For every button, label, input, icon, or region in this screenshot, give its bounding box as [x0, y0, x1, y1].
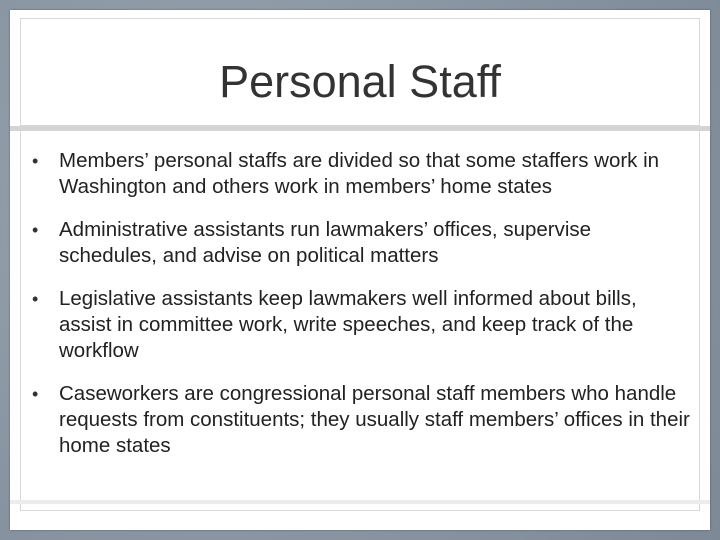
bullet-item	[30, 381, 690, 459]
bottom-divider	[10, 500, 710, 504]
bullet-dot-icon: •	[32, 384, 39, 404]
bullet-text: Administrative assistants run lawmakers’ offices, supervise schedules, and advise on political matters	[59, 218, 592, 267]
bullet-item	[30, 286, 690, 364]
bullet-text: Legislative assistants keep lawmakers well informed about bills, assist in committee work, write speeches, and keep track of the workflow	[59, 287, 637, 362]
bullet-text: Members’ personal staffs are divided so that some staffers work in Washington and others work in members’ home states	[59, 149, 660, 198]
bullet-text: Caseworkers are congressional personal staff members who handle requests from constituents; they usually staff members’ offices in their home states	[59, 382, 690, 457]
bullet-item	[30, 148, 690, 200]
slide-title: Personal Staff	[219, 56, 501, 107]
slide	[10, 10, 710, 530]
bullet-dot-icon: •	[32, 289, 39, 309]
bullet-dot-icon: •	[32, 220, 39, 240]
bullet-dot-icon: •	[32, 151, 39, 171]
title-placeholder	[20, 18, 700, 126]
bullet-item	[30, 217, 690, 269]
bullet-list	[30, 148, 690, 476]
